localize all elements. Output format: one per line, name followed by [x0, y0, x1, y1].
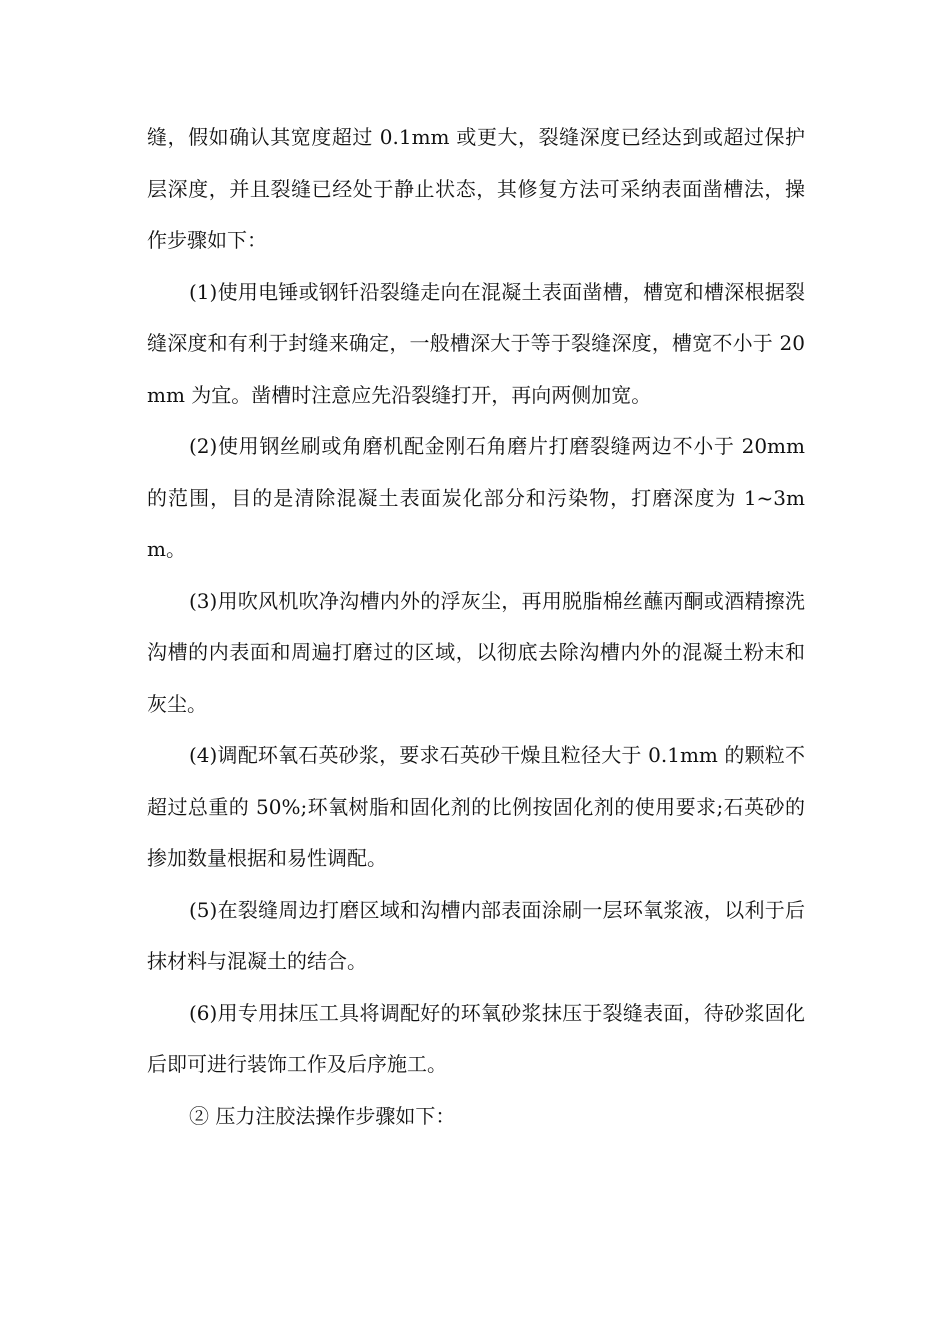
paragraph-step-4: (4)调配环氧石英砂浆，要求石英砂干燥且粒径大于 0.1mm 的颗粒不超过总重的 50%;环氧树脂和固化剂的比例按固化剂的使用要求;石英砂的掺加数量根据和易性调配。 [147, 743, 805, 870]
paragraph-step-6: (6)用专用抹压工具将调配好的环氧砂浆抹压于裂缝表面，待砂浆固化后即可进行装饰工作及后序施工。 [147, 1000, 805, 1076]
paragraph-step-2: (2)使用钢丝刷或角磨机配金刚石角磨片打磨裂缝两边不小于 20mm 的范围，目的是清除混凝土表面炭化部分和污染物，打磨深度为 1~3mm。 [147, 434, 805, 561]
document-body [147, 112, 805, 1142]
paragraph-step-5: (5)在裂缝周边打磨区域和沟槽内部表面涂刷一层环氧浆液，以利于后抹材料与混凝土的结合。 [147, 897, 805, 973]
paragraph-step-1: (1)使用电锤或钢钎沿裂缝走向在混凝土表面凿槽，槽宽和槽深根据裂缝深度和有利于封缝来确定，一般槽深大于等于裂缝深度，槽宽不小于 20mm 为宜。凿槽时注意应先沿裂缝打开，再向两侧加宽。 [147, 279, 805, 407]
paragraph-continuation: 缝，假如确认其宽度超过 0.1mm 或更大，裂缝深度已经达到或超过保护层深度，并且裂缝已经处于静止状态，其修复方法可采纳表面凿槽法，操作步骤如下： [147, 125, 805, 252]
paragraph-step-3: (3)用吹风机吹净沟槽内外的浮灰尘，再用脱脂棉丝蘸丙酮或酒精擦洗沟槽的内表面和周遍打磨过的区域，以彻底去除沟槽内外的混凝土粉末和灰尘。 [147, 588, 805, 716]
section-heading-pressure-injection: ② 压力注胶法操作步骤如下： [189, 1103, 456, 1128]
